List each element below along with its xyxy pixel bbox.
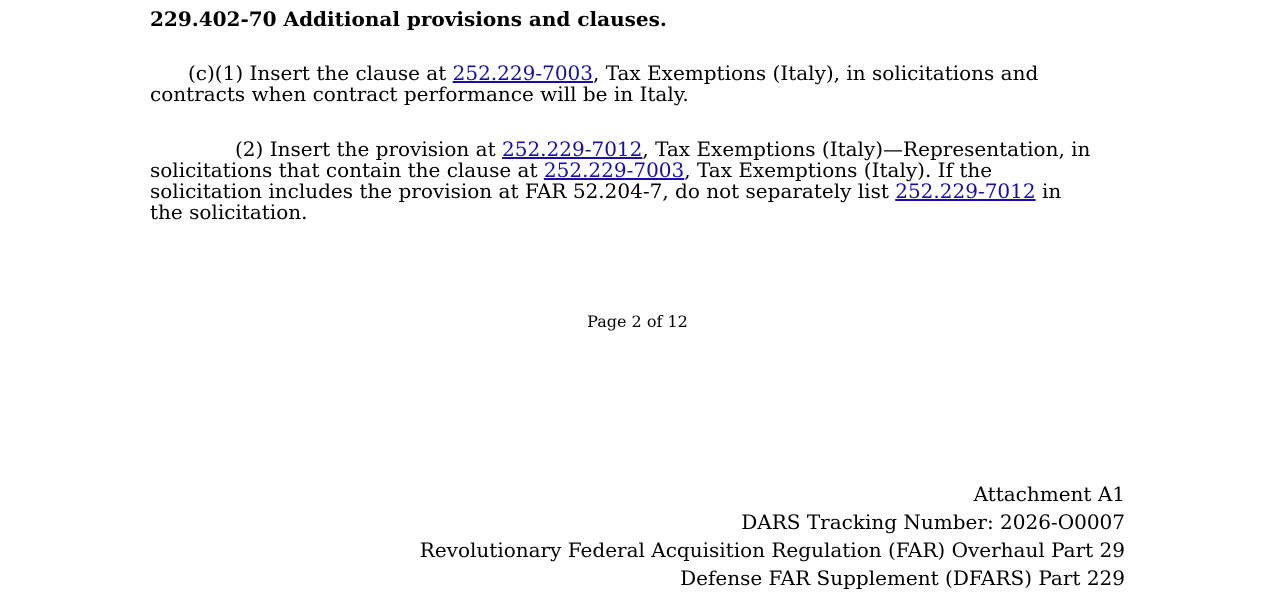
provision-link-252-229-7012[interactable]: 252.229-7012 (502, 137, 643, 161)
provision-link-252-229-7012[interactable]: 252.229-7012 (895, 179, 1036, 203)
section-heading: 229.402-70 Additional provisions and clauses. (150, 7, 667, 31)
paragraph-2-tail: in the solicitation. (150, 179, 1062, 224)
paragraph-c1 (150, 63, 1100, 105)
far-overhaul-part: Revolutionary Federal Acquisition Regulation (FAR) Overhaul Part 29 (419, 538, 1125, 562)
tracking-number: DARS Tracking Number: 2026-O0007 (741, 510, 1125, 534)
paragraph-2-lead: (2) Insert the provision at (235, 137, 502, 161)
paragraph-c1-lead: (c)(1) Insert the clause at (188, 61, 453, 85)
attachment-title: Attachment A1 (973, 482, 1125, 506)
dfars-part: Defense FAR Supplement (DFARS) Part 229 (680, 566, 1125, 590)
page-number: Page 2 of 12 (587, 312, 688, 331)
clause-link-252-229-7003[interactable]: 252.229-7003 (452, 61, 593, 85)
paragraph-2-mid2: , Tax Exemptions (Italy). If the solicitation includes the provision at FAR 52.204-7, do not separately list (150, 158, 993, 203)
paragraph-2-mid1: , Tax Exemptions (Italy)—Representation, in solicitations that contain the clause at (150, 137, 1091, 182)
attachment-block (420, 480, 1125, 592)
clause-link-252-229-7003[interactable]: 252.229-7003 (543, 158, 685, 182)
paragraph-2 (150, 139, 1100, 223)
paragraph-c1-tail: , Tax Exemptions (Italy), in solicitations and contracts when contract performance will be in Italy. (150, 61, 1039, 106)
